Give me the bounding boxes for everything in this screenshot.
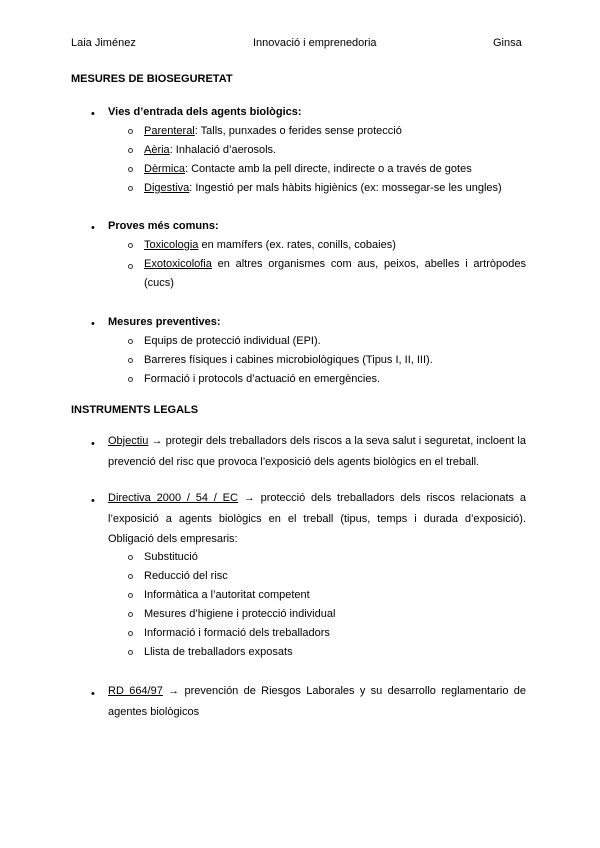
paragraph-directive: Directiva 2000 / 54 / EC → protecció dels treballadors dels riscos relacionats a l’exposició a agents biològics en el treball (tipus, temps i durada d’exposició). Obligació dels empresaris: bbox=[108, 492, 526, 545]
circle-bullet-icon bbox=[128, 148, 133, 153]
circle-bullet-icon bbox=[128, 631, 133, 636]
bullet-icon: • bbox=[91, 222, 95, 234]
list-item: Reducció del risc bbox=[144, 570, 228, 582]
section-title-legal-instruments: INSTRUMENTS LEGALS bbox=[71, 404, 199, 416]
heading-entry-routes: Vies d’entrada dels agents biològics: bbox=[108, 106, 302, 118]
list-item: Formació i protocols d’actuació en emergències. bbox=[144, 373, 381, 385]
list-item: Parenteral: Talls, punxades o ferides sense protecció bbox=[144, 125, 402, 137]
list-item: Digestiva: Ingestió per mals hàbits higiènics (ex: mossegar-se les ungles) bbox=[144, 182, 502, 194]
circle-bullet-icon bbox=[128, 612, 133, 617]
circle-bullet-icon bbox=[128, 650, 133, 655]
heading-common-tests: Proves més comuns: bbox=[108, 220, 219, 232]
header-group: Ginsa bbox=[493, 37, 522, 49]
bullet-icon: • bbox=[91, 318, 95, 330]
paragraph-objective: Objectiu → protegir dels treballadors dels riscos a la seva salut i seguretat, incloent la prevenció del risc que provoca l’exposició dels agents biològics en el treball. bbox=[108, 435, 526, 468]
circle-bullet-icon bbox=[128, 186, 133, 191]
list-item: Llista de treballadors exposats bbox=[144, 646, 293, 658]
bullet-icon: • bbox=[91, 108, 95, 120]
circle-bullet-icon bbox=[128, 377, 133, 382]
bullet-icon: • bbox=[91, 688, 95, 700]
list-item: Equips de protecció individual (EPI). bbox=[144, 335, 321, 347]
circle-bullet-icon bbox=[128, 339, 133, 344]
circle-bullet-icon bbox=[128, 243, 133, 248]
list-item: Exotoxicolofia en altres organismes com aus, peixos, abelles i artròpodes (cucs) bbox=[144, 258, 526, 289]
list-item: Aèria: Inhalació d’aerosols. bbox=[144, 144, 277, 156]
list-item: Toxicologia en mamífers (ex. rates, conills, cobaies) bbox=[144, 239, 396, 251]
header-author: Laia Jiménez bbox=[71, 37, 136, 49]
circle-bullet-icon bbox=[128, 129, 133, 134]
bullet-icon: • bbox=[91, 438, 95, 450]
section-title-biosafety: MESURES DE BIOSEGURETAT bbox=[71, 73, 233, 85]
circle-bullet-icon bbox=[128, 264, 133, 269]
list-item: Informàtica a l’autoritat competent bbox=[144, 589, 310, 601]
list-item: Substitució bbox=[144, 551, 198, 563]
circle-bullet-icon bbox=[128, 358, 133, 363]
list-item: Barreres físiques i cabines microbiològiques (Tipus I, II, III). bbox=[144, 354, 433, 366]
bullet-icon: • bbox=[91, 495, 95, 507]
circle-bullet-icon bbox=[128, 574, 133, 579]
circle-bullet-icon bbox=[128, 167, 133, 172]
header-subject: Innovació i emprenedoria bbox=[253, 37, 377, 49]
circle-bullet-icon bbox=[128, 555, 133, 560]
heading-preventive-measures: Mesures preventives: bbox=[108, 316, 221, 328]
list-item: Informació i formació dels treballadors bbox=[144, 627, 330, 639]
paragraph-rd: RD 664/97 → prevención de Riesgos Laborales y su desarrollo reglamentario de agentes biològicos bbox=[108, 685, 527, 718]
circle-bullet-icon bbox=[128, 593, 133, 598]
list-item: Dèrmica: Contacte amb la pell directe, indirecte o a través de gotes bbox=[144, 163, 472, 175]
list-item: Mesures d’higiene i protecció individual bbox=[144, 608, 336, 620]
